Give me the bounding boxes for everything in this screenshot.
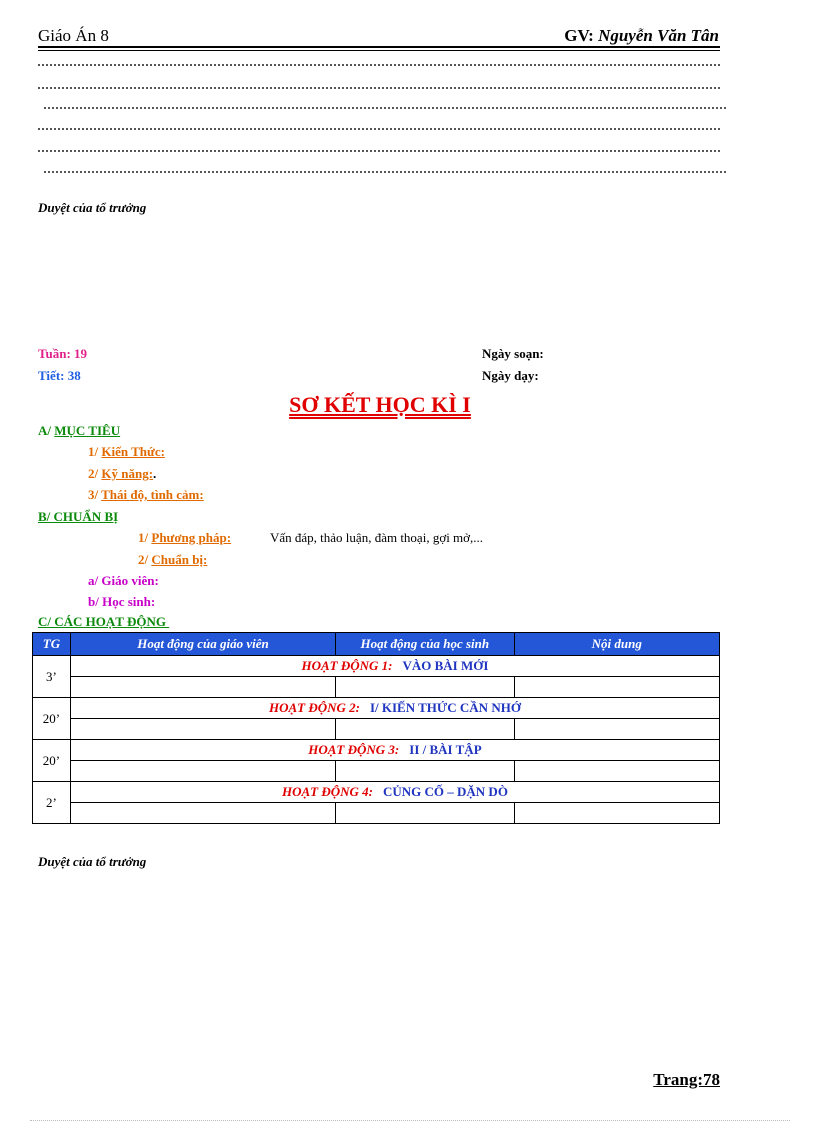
header-rule	[38, 46, 720, 48]
header-student-activity: Hoạt động của học sinh	[336, 633, 514, 656]
table-row	[33, 740, 720, 761]
activity-time: 2’	[33, 782, 71, 824]
table-row	[33, 677, 720, 698]
method-value: Vấn đáp, thảo luận, đàm thoại, gợi mở,...	[270, 530, 484, 545]
dotted-line	[38, 87, 720, 89]
table-row	[33, 656, 720, 677]
activity-heading: HOẠT ĐỘNG 1: VÀO BÀI MỚI	[70, 656, 719, 677]
header-lesson-title: Giáo Án 8	[38, 26, 109, 45]
header-teacher-prefix: GV:	[564, 26, 599, 45]
week-value: 19	[74, 346, 88, 361]
objective-attitude: 3/ Thái độ, tình cảm:	[88, 487, 204, 502]
section-c-heading: C/ CÁC HOẠT ĐỘNG	[38, 614, 170, 629]
dotted-line	[38, 64, 720, 66]
header-time: TG	[33, 633, 71, 656]
header-content: Nội dung	[514, 633, 719, 656]
table-header-row	[33, 633, 720, 656]
table-row	[33, 719, 720, 740]
page-number: Trang:78	[653, 1070, 720, 1089]
objective-skills: 2/ Kỹ năng:.	[88, 466, 157, 481]
activity-heading: HOẠT ĐỘNG 2: I/ KIẾN THỨC CẦN NHỚ	[70, 698, 719, 719]
table-row	[33, 782, 720, 803]
table-row	[33, 761, 720, 782]
header-rule-thin	[38, 50, 720, 51]
table-row	[33, 803, 720, 824]
week-label: Tuần: 19	[38, 346, 88, 361]
date-taught: Ngày dạy:	[482, 368, 539, 383]
method-label: 1/ Phương pháp:	[138, 530, 232, 545]
dotted-line	[44, 171, 726, 173]
approval-label: Duyệt của tổ trưởng	[38, 200, 147, 215]
dotted-line	[38, 128, 720, 130]
dotted-line	[44, 107, 726, 109]
objective-knowledge: 1/ Kiến Thức:	[88, 444, 165, 459]
activity-heading: HOẠT ĐỘNG 3: II / BÀI TẬP	[70, 740, 719, 761]
activity-heading: HOẠT ĐỘNG 4: CỦNG CỐ – DẶN DÒ	[70, 782, 719, 803]
prep-label: 2/ Chuẩn bị:	[138, 552, 208, 567]
activity-time: 3’	[33, 656, 71, 698]
header-teacher-name: Nguyễn Văn Tân	[598, 26, 719, 45]
dotted-line	[38, 150, 720, 152]
section-b-heading: B/ CHUẨN BỊ	[38, 509, 119, 524]
activities-table	[32, 632, 720, 824]
page-bottom-edge	[30, 1120, 790, 1121]
table-row	[33, 698, 720, 719]
header-teacher	[564, 26, 719, 46]
activity-time: 20’	[33, 740, 71, 782]
approval-label: Duyệt của tổ trưởng	[38, 854, 147, 869]
student-prep: b/ Học sinh:	[88, 594, 156, 609]
page-title: SƠ KẾT HỌC KÌ I	[289, 392, 471, 417]
teacher-prep: a/ Giáo viên:	[88, 573, 159, 588]
activity-time: 20’	[33, 698, 71, 740]
period-label: Tiết: 38	[38, 368, 81, 383]
date-prepared: Ngày soạn:	[482, 346, 544, 361]
section-a-heading: A/ MỤC TIÊU	[38, 423, 121, 438]
period-value: 38	[67, 368, 81, 383]
header-teacher-activity: Hoạt động của giáo viên	[70, 633, 335, 656]
